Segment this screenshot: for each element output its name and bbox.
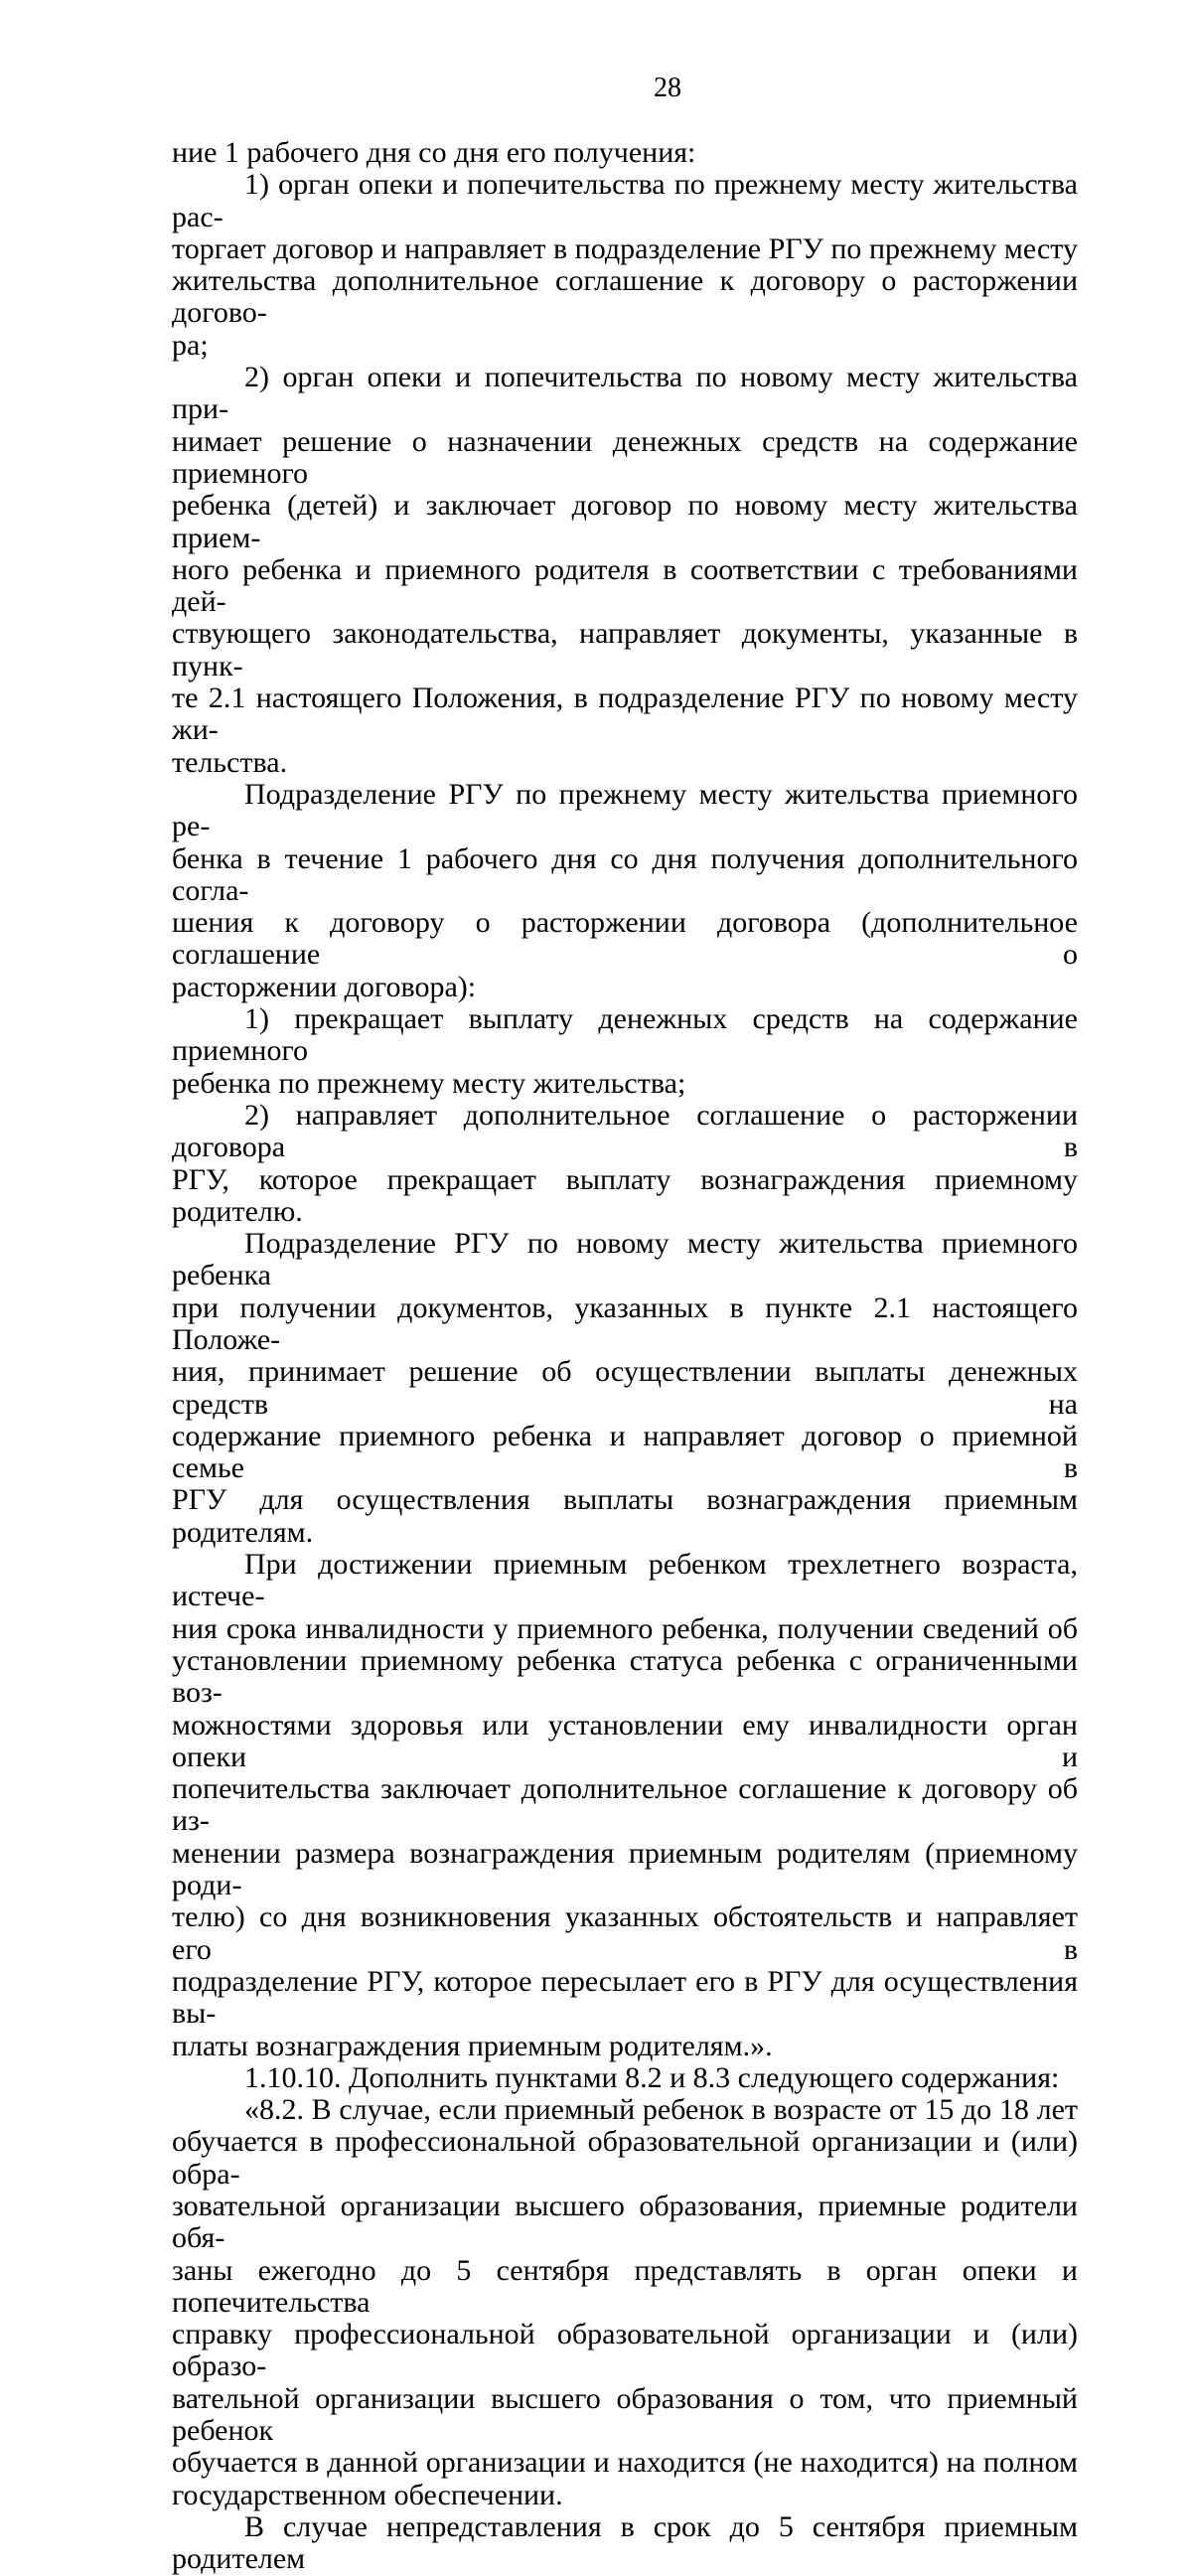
text-line: ния, принимает решение об осуществлении выплаты денежных средств на xyxy=(172,1355,1078,1421)
text-line: Подразделение РГУ по новому месту жительства приемного ребенка xyxy=(172,1227,1078,1292)
text-line: попечительства заключает дополнительное соглашение к договору об из- xyxy=(172,1772,1078,1838)
text-line: ра; xyxy=(172,328,209,362)
text-line: В случае непредставления в срок до 5 сентября приемным родителем xyxy=(172,2509,1078,2576)
text-line: справку профессиональной образовательной организации и (или) образо- xyxy=(172,2318,1078,2383)
text-line: телю) со дня возникновения указанных обстоятельств и направляет его в xyxy=(172,1900,1078,1966)
text-line: содержание приемного ребенка и направляет договор о приемной семье в xyxy=(172,1419,1078,1485)
text-line: те 2.1 настоящего Положения, в подразделение РГУ по новому месту жи- xyxy=(172,682,1078,747)
text-line: ного ребенка и приемного родителя в соответствии с требованиями дей- xyxy=(172,552,1078,619)
text-line: жительства дополнительное соглашение к договору о расторжении догово- xyxy=(172,264,1078,330)
text-line: ребенка (детей) и заключает договор по новому месту жительства прием- xyxy=(172,489,1078,554)
text-line: государственном обеспечении. xyxy=(172,2478,563,2511)
text-line: 1) прекращает выплату денежных средств на содержание приемного xyxy=(172,1002,1078,1068)
text-line: менении размера вознаграждения приемным родителям (приемному роди- xyxy=(172,1836,1078,1902)
text-line: При достижении приемным ребенком трехлетнего возраста, истече- xyxy=(172,1548,1078,1613)
text-line: РГУ для осуществления выплаты вознаграждения приемным родителям. xyxy=(172,1483,1078,1549)
text-line: подразделение РГУ, которое пересылает его в РГУ для осуществления вы- xyxy=(172,1964,1078,2031)
text-line: обучается в данной организации и находится (не находится) на полном xyxy=(172,2446,1078,2480)
text-line: шения к договору о расторжении договора (дополнительное соглашение о xyxy=(172,906,1078,972)
text-line: торгает договор и направляет в подразделение РГУ по прежнему месту xyxy=(172,231,1078,265)
text-line: 1) орган опеки и попечительства по прежнему месту жительства рас- xyxy=(172,168,1078,233)
text-line: платы вознаграждения приемным родителям.». xyxy=(172,2029,773,2062)
text-line: Подразделение РГУ по прежнему месту жительства приемного ре- xyxy=(172,777,1078,843)
text-line: 2) орган опеки и попечительства по новому месту жительства при- xyxy=(172,361,1078,426)
text-line: расторжении договора): xyxy=(172,970,477,1003)
document-body xyxy=(172,137,1078,2576)
text-line: ствующего законодательства, направляет документы, указанные в пунк- xyxy=(172,617,1078,682)
text-line: можностями здоровья или установлении ему инвалидности орган опеки и xyxy=(172,1708,1078,1773)
text-line: 1.10.10. Дополнить пунктами 8.2 и 8.3 следующего содержания: xyxy=(244,2060,1060,2094)
text-line: 2) направляет дополнительное соглашение о расторжении договора в xyxy=(172,1098,1078,1164)
text-line: «8.2. В случае, если приемный ребенок в возрасте от 15 до 18 лет xyxy=(244,2093,1078,2127)
text-line: установлении приемному ребенка статуса ребенка с ограниченными воз- xyxy=(172,1643,1078,1710)
text-line: нимает решение о назначении денежных средств на содержание приемного xyxy=(172,424,1078,490)
text-line: бенка в течение 1 рабочего дня со дня получения дополнительного согла- xyxy=(172,841,1078,907)
text-line: тельства. xyxy=(172,745,288,779)
page-number: 28 xyxy=(654,73,681,103)
text-line: при получении документов, указанных в пункте 2.1 настоящего Положе- xyxy=(172,1290,1078,1356)
text-line: ния срока инвалидности у приемного ребенка, получении сведений об xyxy=(172,1611,1078,1645)
text-line: вательной организации высшего образования о том, что приемный ребенок xyxy=(172,2381,1078,2448)
text-line: ребенка по прежнему месту жительства; xyxy=(172,1066,686,1100)
text-line: зовательной организации высшего образования, приемные родители обя- xyxy=(172,2190,1078,2255)
text-line: обучается в профессиональной образовательной организации и (или) обра- xyxy=(172,2125,1078,2191)
text-line: заны ежегодно до 5 сентября представлять в орган опеки и попечительства xyxy=(172,2253,1078,2319)
text-line: РГУ, которое прекращает выплату вознаграждения приемному родителю. xyxy=(172,1162,1078,1228)
text-line: ние 1 рабочего дня со дня его получения: xyxy=(172,136,696,169)
